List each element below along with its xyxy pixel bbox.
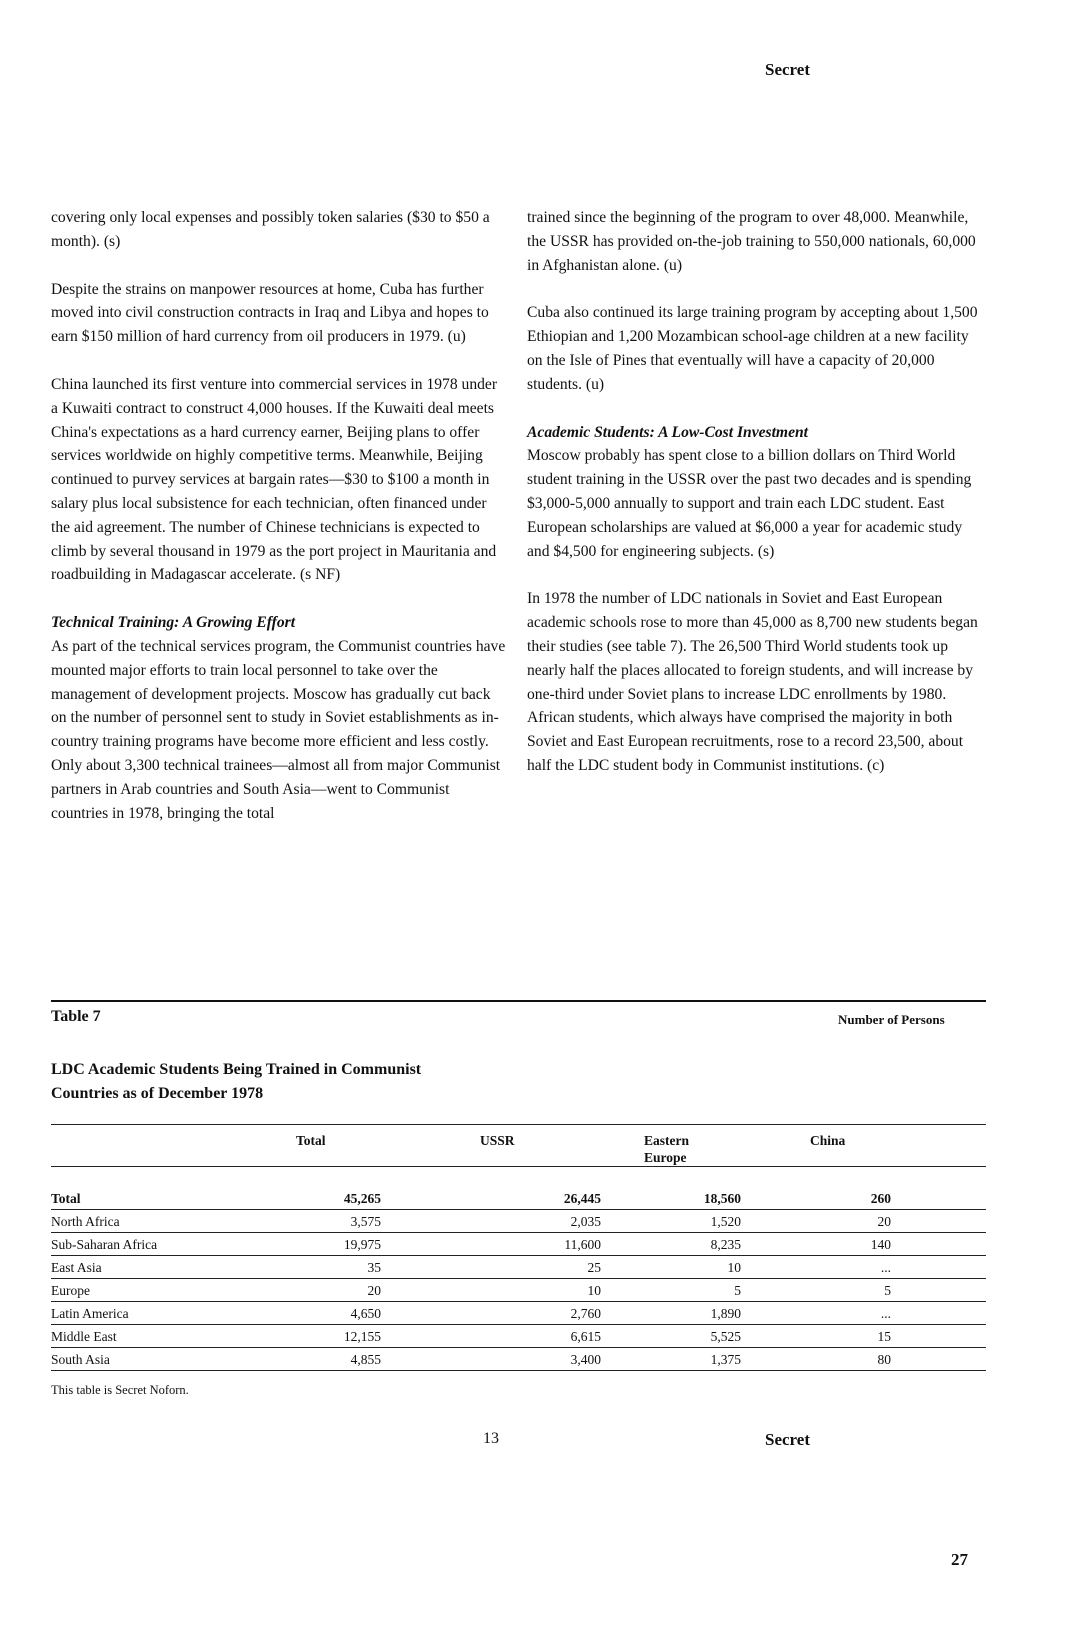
cell-total: 45,265 [343,1191,381,1206]
row-divider [51,1278,986,1279]
cell-eastern-europe: 1,375 [710,1352,741,1367]
cell-china: 140 [870,1237,891,1252]
cell-total: 35 [367,1260,381,1275]
paragraph: covering only local expenses and possibly token salaries ($30 to $50 a month). (s) [51,209,490,250]
page-number: 13 [483,1430,499,1447]
column-header-total: Total [296,1133,326,1148]
cell-eastern-europe: 1,890 [710,1306,741,1321]
table-row [51,1211,986,1233]
cell-eastern-europe: 8,235 [710,1237,741,1252]
row-label: Middle East [51,1329,117,1344]
cell-ussr: 3,400 [570,1352,601,1367]
paragraph: Cuba also continued its large training program by accepting about 1,500 Ethiopian and 1,200 Mozambican school-age children at a new facility on the Isle of Pines that eventually will have a capacity of 20,000 students. (u) [527,304,978,393]
cell-total: 3,575 [350,1214,381,1229]
table-top-rule [51,1000,986,1002]
table-title: LDC Academic Students Being Trained in Communist Countries as of December 1978 [51,1061,422,1102]
cell-china: 5 [884,1283,891,1298]
cell-total: 20 [367,1283,381,1298]
paragraph: Despite the strains on manpower resources at home, Cuba has further moved into civil construction contracts in Iraq and Libya and hopes to earn $150 million of hard currency from oil producers in 1979. (u) [51,280,489,346]
table-units: Number of Persons [838,1012,945,1027]
paragraph: In 1978 the number of LDC nationals in Soviet and East European academic schools rose to more than 45,000 as 8,700 new students began their studies (see table 7). The 26,500 Third World students took up nearly half the places allocated to foreign students, and will increase by one-third under Soviet plans to increase LDC enrollments by 1980. African students, which always have comprised the majority in both Soviet and East European recruitments, rose to a record 23,500, about half the LDC student body in Communist institutions. (c) [527,590,978,774]
row-label: South Asia [51,1352,110,1367]
row-label: Latin America [51,1306,129,1321]
cell-china: ... [880,1306,891,1321]
cell-ussr: 25 [587,1260,601,1275]
table-header-rule [51,1124,986,1125]
cell-china: ... [880,1260,891,1275]
cell-ussr: 11,600 [564,1237,601,1252]
cell-ussr: 26,445 [563,1191,601,1206]
row-label: North Africa [51,1214,120,1229]
column-header-ussr: USSR [480,1133,515,1148]
cell-china: 15 [877,1329,891,1344]
table-row [51,1280,986,1302]
cell-total: 4,650 [350,1306,381,1321]
row-divider [51,1209,986,1210]
cell-eastern-europe: 10 [727,1260,741,1275]
cell-china: 260 [870,1191,891,1206]
table-row [51,1303,986,1325]
left-column [51,206,506,849]
classification-header: Secret [765,60,810,79]
cell-ussr: 2,035 [570,1214,601,1229]
cell-eastern-europe: 18,560 [703,1191,741,1206]
table-label: Table 7 [51,1008,101,1025]
section-heading: Technical Training: A Growing Effort [51,614,296,632]
cell-eastern-europe: 1,520 [710,1214,741,1229]
cell-ussr: 10 [587,1283,601,1298]
cell-china: 80 [877,1352,891,1367]
paragraph: trained since the beginning of the program to over 48,000. Meanwhile, the USSR has provided on-the-job training to 550,000 nationals, 60,000 in Afghanistan alone. (u) [527,209,976,274]
cell-total: 12,155 [343,1329,381,1344]
row-label: Europe [51,1283,90,1298]
cell-china: 20 [877,1214,891,1229]
row-divider [51,1255,986,1256]
table-row [51,1234,986,1256]
row-divider [51,1232,986,1233]
section-heading: Academic Students: A Low-Cost Investment [527,423,808,441]
table-note: This table is Secret Noforn. [51,1383,189,1397]
paragraph: As part of the technical services program, the Communist countries have mounted major efforts to train local personnel to take over the management of development projects. Moscow has gradually cut back on the number of personnel sent to study in Soviet establishments as in-country training programs have become more efficient and less costly. Only about 3,300 technical trainees—almost all from major Communist partners in Arab countries and South Asia—went to Communist countries in 1978, bringing the total [51,637,506,822]
table-row [51,1257,986,1279]
cell-total: 19,975 [343,1237,381,1252]
column-header-eastern-europe: Eastern Europe [644,1133,689,1165]
cell-eastern-europe: 5 [734,1283,741,1298]
row-label: East Asia [51,1260,102,1275]
row-divider [51,1347,986,1348]
row-divider [51,1324,986,1325]
table-row [51,1326,986,1348]
classification-footer: Secret [765,1430,810,1449]
paragraph: Moscow probably has spent close to a billion dollars on Third World student training in the USSR over the past two decades and is spending $3,000-5,000 annually to support and train each LDC student. East European scholarships are valued at $6,000 a year for academic study and $4,500 for engineering subjects. (s) [527,447,972,560]
paragraph: China launched its first venture into commercial services in 1978 under a Kuwaiti contract to construct 4,000 houses. If the Kuwaiti deal meets China's expectations as a hard currency earner, Beijing plans to offer services worldwide on highly competitive terms. Meanwhile, Beijing continued to purvey services at bargain rates—$30 to $100 a month in salary plus local subsistence for each technician, often financed under the aid agreement. The number of Chinese technicians is expected to climb by several thousand in 1979 as the port project in Mauritania and roadbuilding in Madagascar accelerate. (s NF) [51,375,498,584]
table-row [51,1349,986,1371]
row-divider [51,1301,986,1302]
cell-eastern-europe: 5,525 [710,1329,741,1344]
row-divider [51,1370,986,1371]
cell-total: 4,855 [350,1352,381,1367]
cell-ussr: 6,615 [570,1329,601,1344]
cell-ussr: 2,760 [570,1306,601,1321]
row-label: Total [51,1191,81,1206]
table-header-bottom-rule [51,1166,986,1167]
right-column [527,206,987,802]
table-row [51,1188,986,1210]
folio-number: 27 [951,1550,968,1569]
row-label: Sub-Saharan Africa [51,1237,158,1252]
column-header-china: China [810,1133,846,1148]
